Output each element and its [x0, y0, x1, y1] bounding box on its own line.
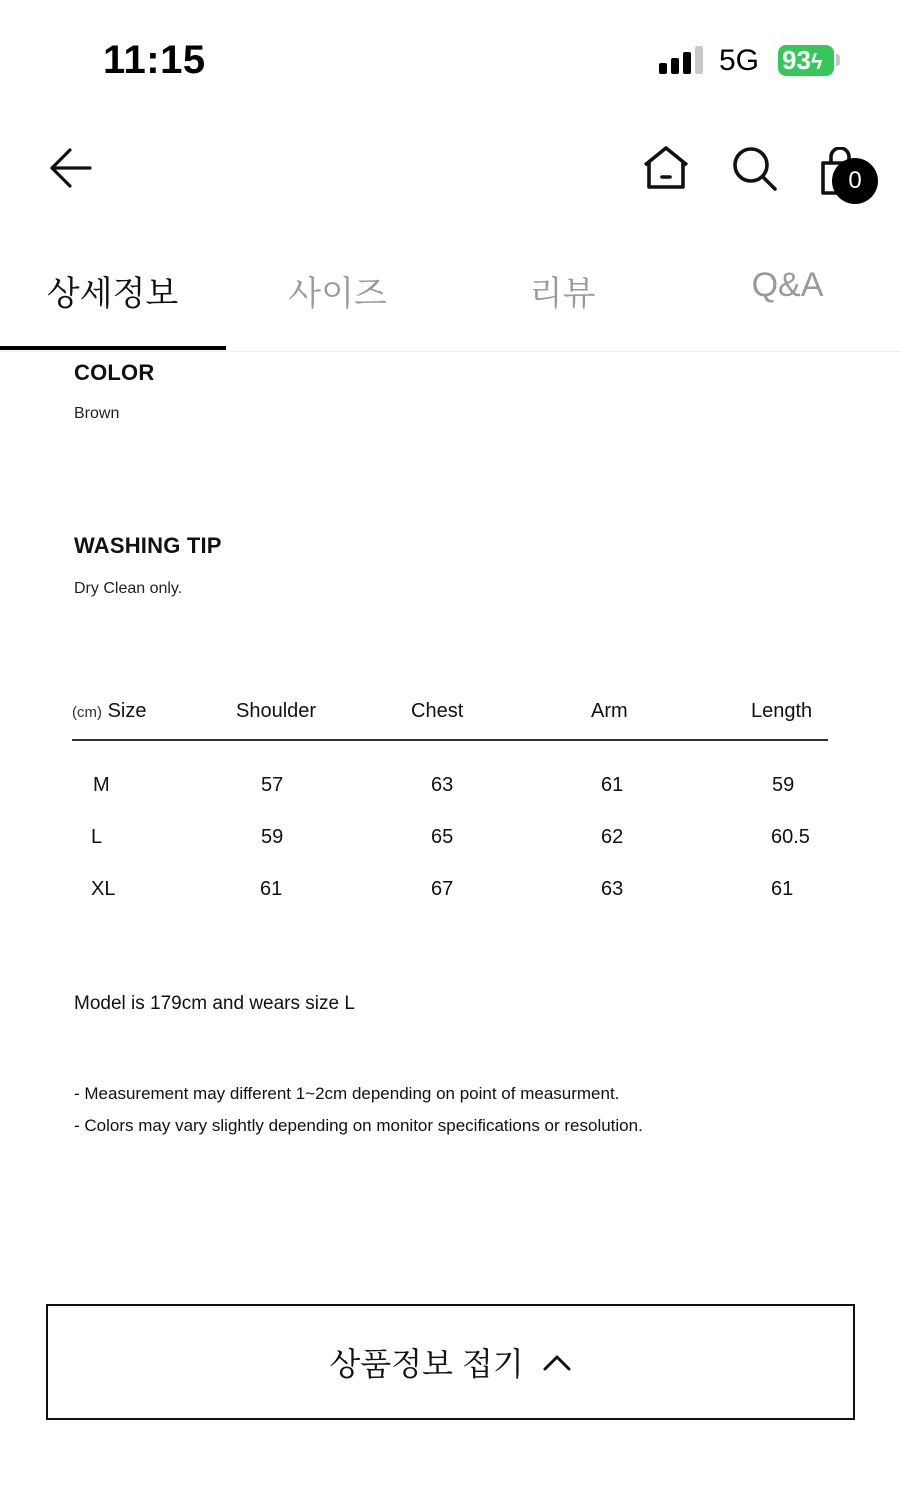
size-header-label: Size — [107, 700, 147, 722]
length-cell: 59 — [772, 774, 795, 796]
size-cell: L — [91, 826, 103, 848]
arm-cell: 63 — [601, 878, 624, 900]
status-bar — [0, 0, 901, 110]
top-nav — [0, 120, 901, 220]
shoulder-cell: 57 — [261, 774, 284, 796]
collapse-button-label: 상품정보 접기 — [329, 1346, 524, 1382]
disclaimer-colors: - Colors may vary slightly depending on monitor specifications or resolution. — [74, 1116, 643, 1135]
disclaimer-measurement: - Measurement may different 1~2cm depending on point of measurment. — [74, 1084, 620, 1103]
model-note: Model is 179cm and wears size L — [74, 993, 355, 1014]
washing-value: Dry Clean only. — [74, 580, 183, 597]
length-cell: 60.5 — [771, 826, 810, 848]
signal-icon — [659, 46, 703, 74]
battery-icon: 93ϟ — [778, 45, 834, 76]
arrow-left-icon — [46, 144, 94, 192]
size-col-header — [72, 700, 146, 723]
chest-cell: 67 — [431, 878, 454, 900]
table-row — [72, 826, 828, 878]
tab-details[interactable]: 상세정보 — [46, 275, 179, 313]
shoulder-cell: 61 — [260, 878, 283, 900]
unit-label: (cm) — [72, 704, 102, 721]
washing-title: WASHING TIP — [74, 533, 222, 558]
table-row — [72, 774, 828, 826]
chevron-up-icon — [542, 1352, 572, 1372]
active-tab-indicator — [0, 346, 226, 350]
size-table — [72, 696, 828, 930]
length-cell: 61 — [771, 878, 794, 900]
arm-cell: 62 — [601, 826, 624, 848]
size-cell: XL — [91, 878, 116, 900]
battery-level: 93 — [782, 45, 811, 75]
tab-qna[interactable]: Q&A — [751, 266, 824, 304]
search-button[interactable] — [724, 138, 784, 198]
status-time: 11:15 — [103, 38, 206, 82]
search-icon — [729, 143, 779, 193]
shoulder-cell: 59 — [261, 826, 284, 848]
collapse-product-info-button[interactable] — [46, 1304, 855, 1420]
tab-reviews[interactable]: 리뷰 — [529, 275, 596, 313]
cart-count-badge: 0 — [832, 158, 878, 204]
table-row — [72, 878, 828, 930]
chest-cell: 65 — [431, 826, 454, 848]
size-table-header — [72, 696, 828, 741]
color-title: COLOR — [74, 360, 155, 385]
color-value: Brown — [74, 405, 120, 422]
back-button[interactable] — [40, 138, 100, 198]
home-button[interactable] — [636, 138, 696, 198]
product-tabs — [0, 240, 901, 352]
battery-cap — [836, 54, 840, 66]
size-cell: M — [93, 774, 110, 796]
length-col-header: Length — [751, 700, 813, 722]
chest-col-header: Chest — [411, 700, 464, 722]
network-label: 5G — [719, 44, 760, 77]
arm-cell: 61 — [601, 774, 624, 796]
chest-cell: 63 — [431, 774, 454, 796]
tab-size[interactable]: 사이즈 — [288, 275, 387, 313]
shoulder-col-header: Shoulder — [236, 700, 317, 722]
home-icon — [641, 143, 691, 193]
arm-col-header: Arm — [591, 700, 628, 722]
